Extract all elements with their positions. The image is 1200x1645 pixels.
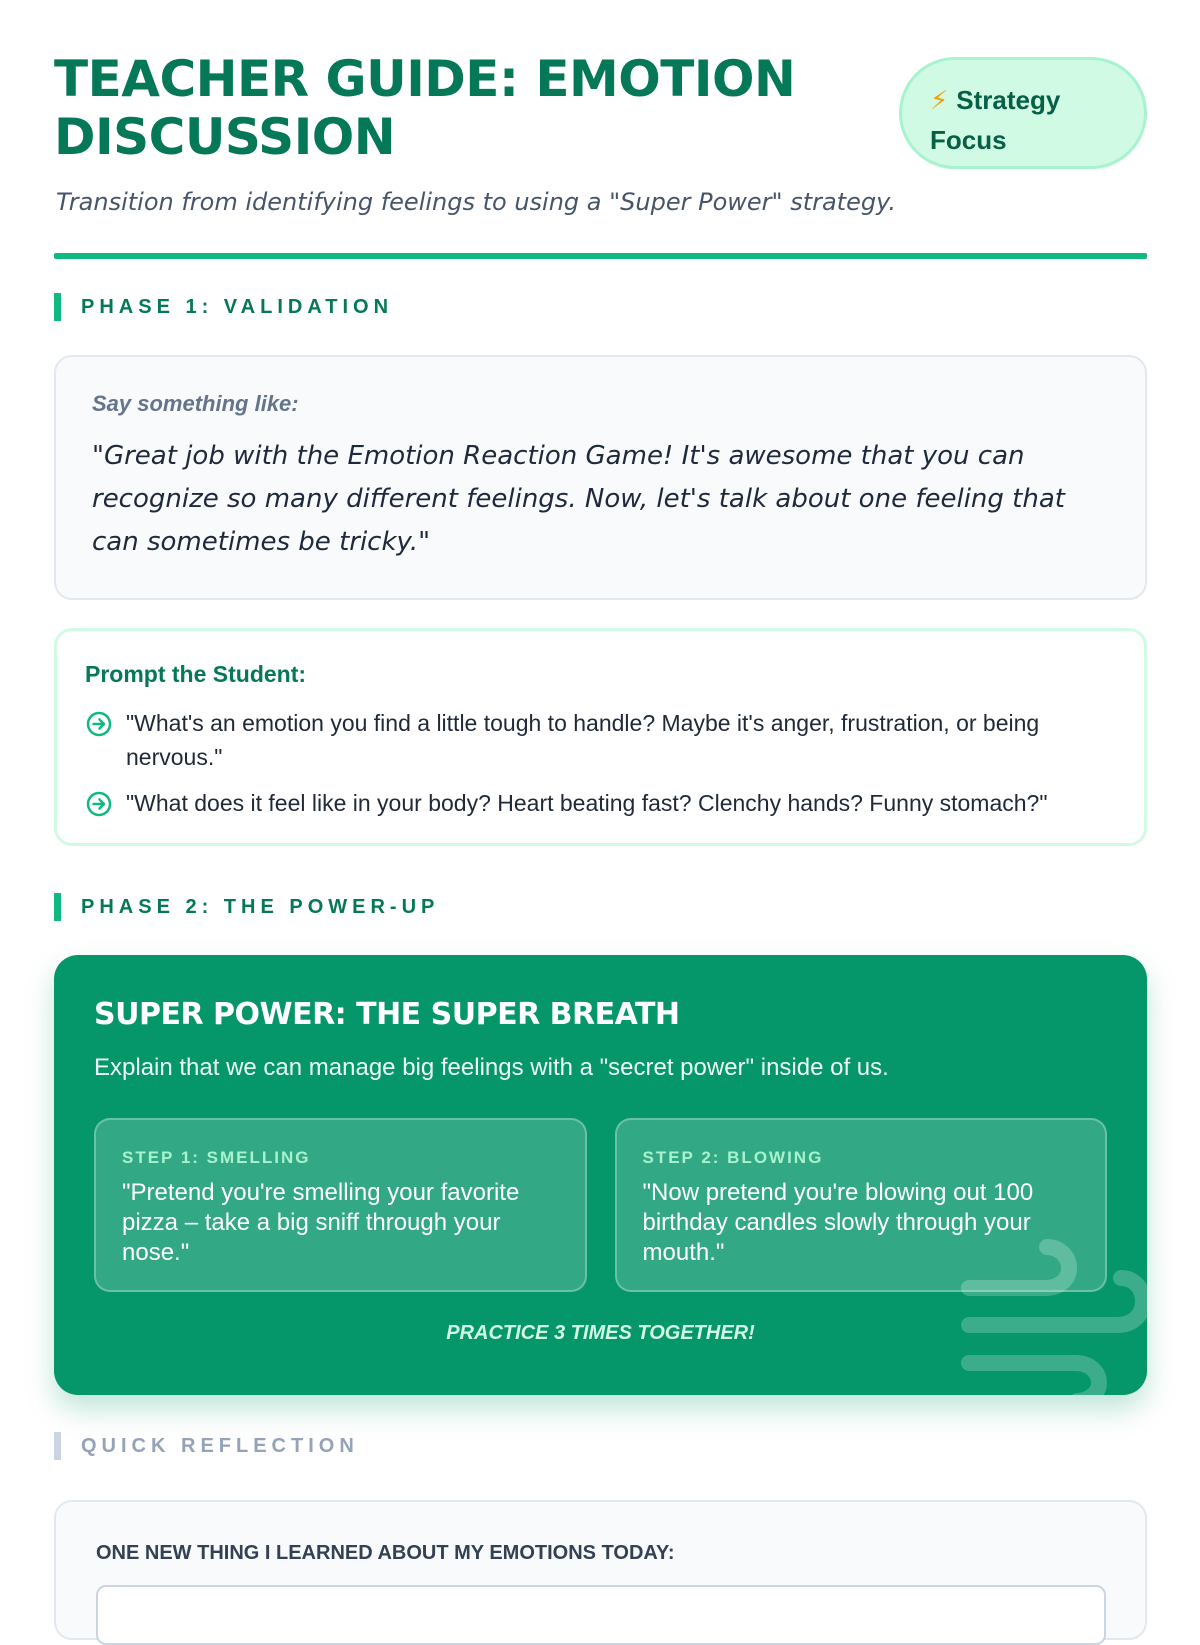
super-power-text: Explain that we can manage big feelings with a "secret power" inside of us.	[94, 1054, 889, 1081]
prompt-title: Prompt the Student:	[85, 661, 307, 687]
arrow-circle-right-icon	[85, 790, 113, 818]
prompt-item	[85, 786, 1116, 820]
super-power-title: SUPER POWER: THE SUPER BREATH	[94, 997, 680, 1032]
say-label: Say something like:	[92, 391, 299, 416]
phase-2-heading: PHASE 2: THE POWER-UP	[54, 893, 439, 921]
prompt-item	[85, 706, 1116, 774]
step-label: STEP 1: SMELLING	[122, 1148, 311, 1167]
phase-1-heading: PHASE 1: VALIDATION	[54, 293, 393, 321]
teacher-guide-page	[54, 0, 1147, 1564]
page-subtitle: Transition from identifying feelings to using a "Super Power" strategy.	[56, 188, 897, 216]
reflection-card	[54, 1500, 1147, 1640]
reflection-input[interactable]	[96, 1585, 1106, 1645]
validation-card	[54, 355, 1147, 600]
step-text: "Pretend you're smelling your favorite pizza – take a big sniff through your nose."	[122, 1179, 520, 1266]
arrow-circle-right-icon	[85, 710, 113, 738]
header	[54, 0, 1147, 245]
prompt-item-text: "What does it feel like in your body? Heart beating fast? Clenchy hands? Funny stomach?"	[126, 790, 1048, 816]
strategy-focus-badge	[899, 57, 1147, 169]
wind-icon	[957, 1215, 1147, 1395]
prompt-item-text: "What's an emotion you find a little tough to handle? Maybe it's anger, frustration, or being nervous."	[126, 710, 1040, 770]
lightning-bolt-icon: ⚡	[930, 85, 949, 115]
validation-quote: "Great job with the Emotion Reaction Game! It's awesome that you can recognize so many different feelings. Now, let's talk about one feeling that can sometimes be tricky."	[92, 441, 1065, 557]
step-text: "Now pretend you're blowing out 100 birthday candles slowly through your mouth."	[642, 1179, 1034, 1266]
header-divider	[54, 253, 1147, 259]
super-power-card	[54, 955, 1147, 1395]
step-card-smelling	[94, 1118, 587, 1292]
badge-label: Strategy Focus	[930, 85, 1061, 155]
step-label: STEP 2: BLOWING	[642, 1148, 824, 1167]
page-title: TEACHER GUIDE: EMOTION DISCUSSION	[54, 50, 796, 166]
prompt-card	[54, 628, 1147, 846]
quick-reflection-heading: QUICK REFLECTION	[54, 1432, 359, 1460]
practice-note: PRACTICE 3 TIMES TOGETHER!	[446, 1322, 755, 1344]
steps	[94, 1118, 1107, 1292]
reflection-field-label: ONE NEW THING I LEARNED ABOUT MY EMOTIONS TODAY:	[96, 1542, 675, 1564]
